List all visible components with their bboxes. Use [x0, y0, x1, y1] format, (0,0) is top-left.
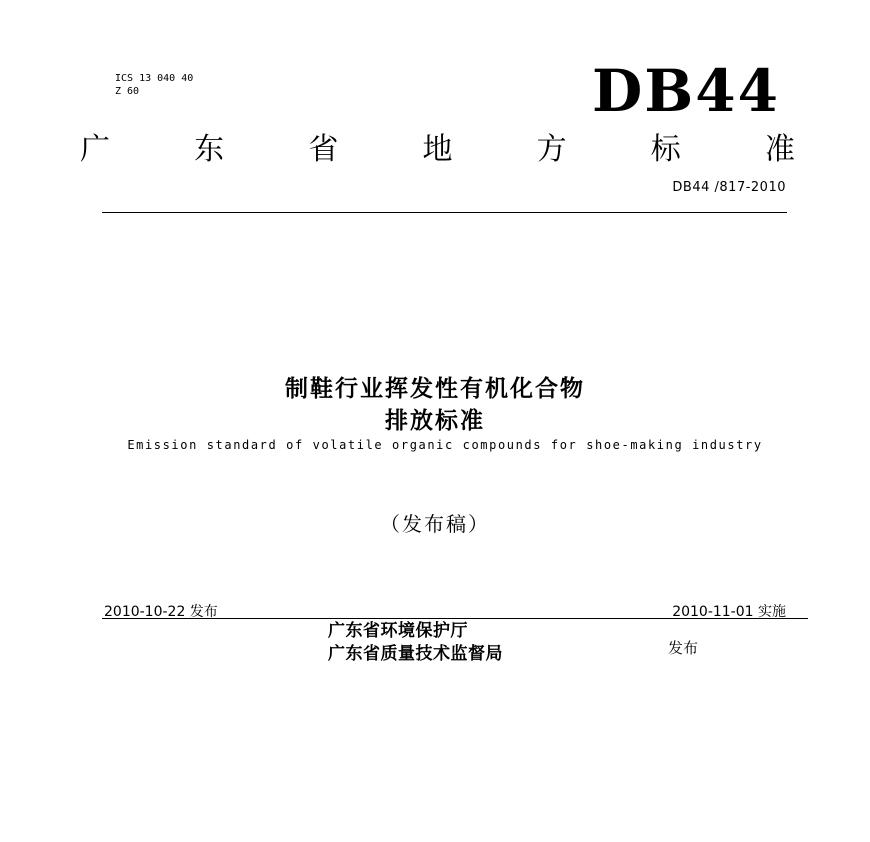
ics-block: [115, 72, 193, 98]
bottom-divider: [102, 618, 808, 619]
document-status: （发布稿）: [380, 512, 490, 536]
title-cn-line1: 制鞋行业挥发性有机化合物: [285, 376, 585, 402]
publish-label: 发布: [668, 639, 699, 657]
title-en: Emission standard of volatile organic compounds for shoe-making industry: [127, 438, 763, 452]
standard-type-char: 准: [764, 132, 795, 167]
classification-code: Z 60: [115, 86, 140, 97]
standard-type-char: 地: [422, 132, 453, 167]
ics-code: ICS 13 040 40: [115, 73, 194, 84]
top-divider: [102, 212, 787, 213]
issuing-organizations: [328, 620, 503, 666]
standard-type-char: 标: [650, 132, 681, 167]
standard-type-char: 省: [308, 132, 339, 167]
issue-date: 2010-10-22 发布: [104, 604, 218, 620]
implementation-date: 2010-11-01 实施: [672, 604, 786, 620]
issuer-org-1: 广东省环境保护厅: [328, 621, 468, 641]
standard-type-char: 方: [536, 132, 567, 167]
db44-logo: DB44: [591, 57, 780, 125]
standard-number: DB44 /817-2010: [672, 180, 786, 195]
title-cn-line2: 排放标准: [385, 408, 485, 434]
standard-type-char: 广: [80, 132, 110, 167]
standard-type-title: [80, 130, 795, 170]
issuer-org-2: 广东省质量技术监督局: [328, 644, 503, 664]
standard-type-char: 东: [194, 132, 225, 167]
